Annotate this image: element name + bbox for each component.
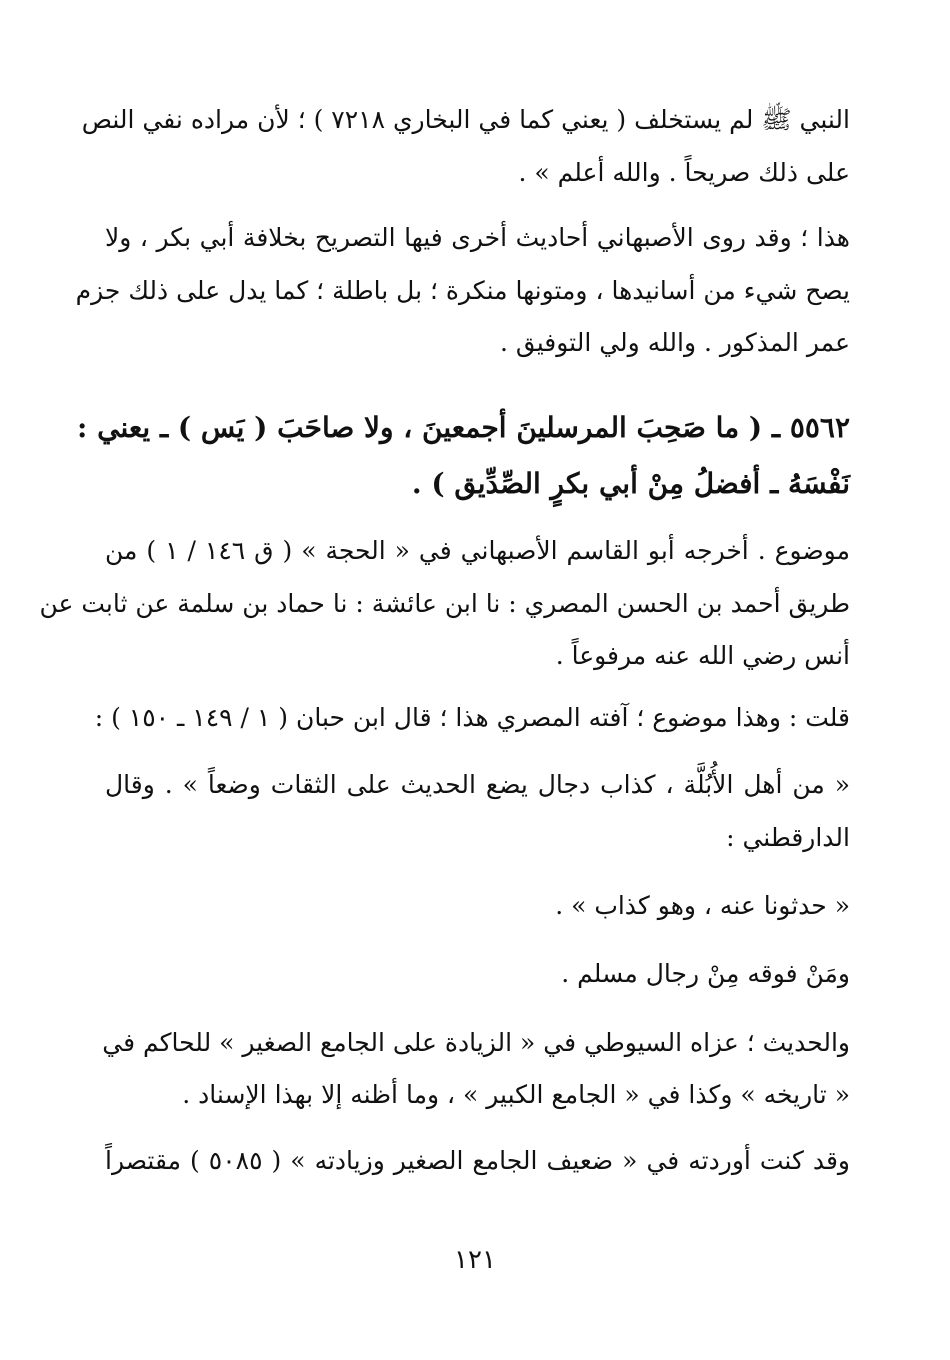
text-line: هذا ؛ وقد روى الأصبهاني أحاديث أخرى فيها التصريح بخلافة أبي بكر ، ولا [105, 223, 850, 252]
hadith-heading-line: نَفْسَهُ ـ أفضلُ مِنْ أبي بكرٍ الصِّدِّيق ) . [411, 467, 850, 500]
text-line: ومَنْ فوقه مِنْ رجال مسلم . [561, 959, 850, 988]
text-line: عمر المذكور . والله ولي التوفيق . [500, 328, 850, 357]
text-line: النبي ﷺ لم يستخلف ( يعني كما في البخاري ٧٢١٨ ) ؛ لأن مراده نفي النص [81, 105, 850, 134]
text-line: الدارقطني : [726, 823, 850, 852]
text-line: موضوع . أخرجه أبو القاسم الأصبهاني في « الحجة » ( ق ١٤٦ / ١ ) من [105, 536, 850, 565]
text-line: قلت : وهذا موضوع ؛ آفته المصري هذا ؛ قال ابن حبان ( ١ / ١٤٩ ـ ١٥٠ ) : [94, 703, 850, 732]
text-line: أنس رضي الله عنه مرفوعاً . [555, 641, 850, 670]
text-line: « من أهل الأُبُلَّة ، كذاب دجال يضع الحديث على الثقات وضعاً » . وقال [105, 770, 850, 799]
text-line: « تاريخه » وكذا في « الجامع الكبير » ، وما أظنه إلا بهذا الإسناد . [182, 1080, 850, 1109]
text-line: يصح شيء من أسانيدها ، ومتونها منكرة ؛ بل باطلة ؛ كما يدل على ذلك جزم [75, 276, 850, 305]
text-line: والحديث ؛ عزاه السيوطي في « الزيادة على الجامع الصغير » للحاكم في [102, 1028, 850, 1057]
text-line: على ذلك صريحاً . والله أعلم » . [518, 158, 850, 187]
text-line: طريق أحمد بن الحسن المصري : نا ابن عائشة : نا حماد بن سلمة عن ثابت عن [39, 589, 850, 618]
text-line: « حدثونا عنه ، وهو كذاب » . [555, 891, 850, 920]
text-line: وقد كنت أوردته في « ضعيف الجامع الصغير وزيادته » ( ٥٠٨٥ ) مقتصراً [105, 1146, 851, 1175]
page-number: ١٢١ [454, 1245, 496, 1275]
hadith-heading-line: ٥٥٦٢ ـ ( ما صَحِبَ المرسلينَ أجمعينَ ، ولا صاحَبَ ( يَس ) ـ يعني : [77, 411, 850, 444]
